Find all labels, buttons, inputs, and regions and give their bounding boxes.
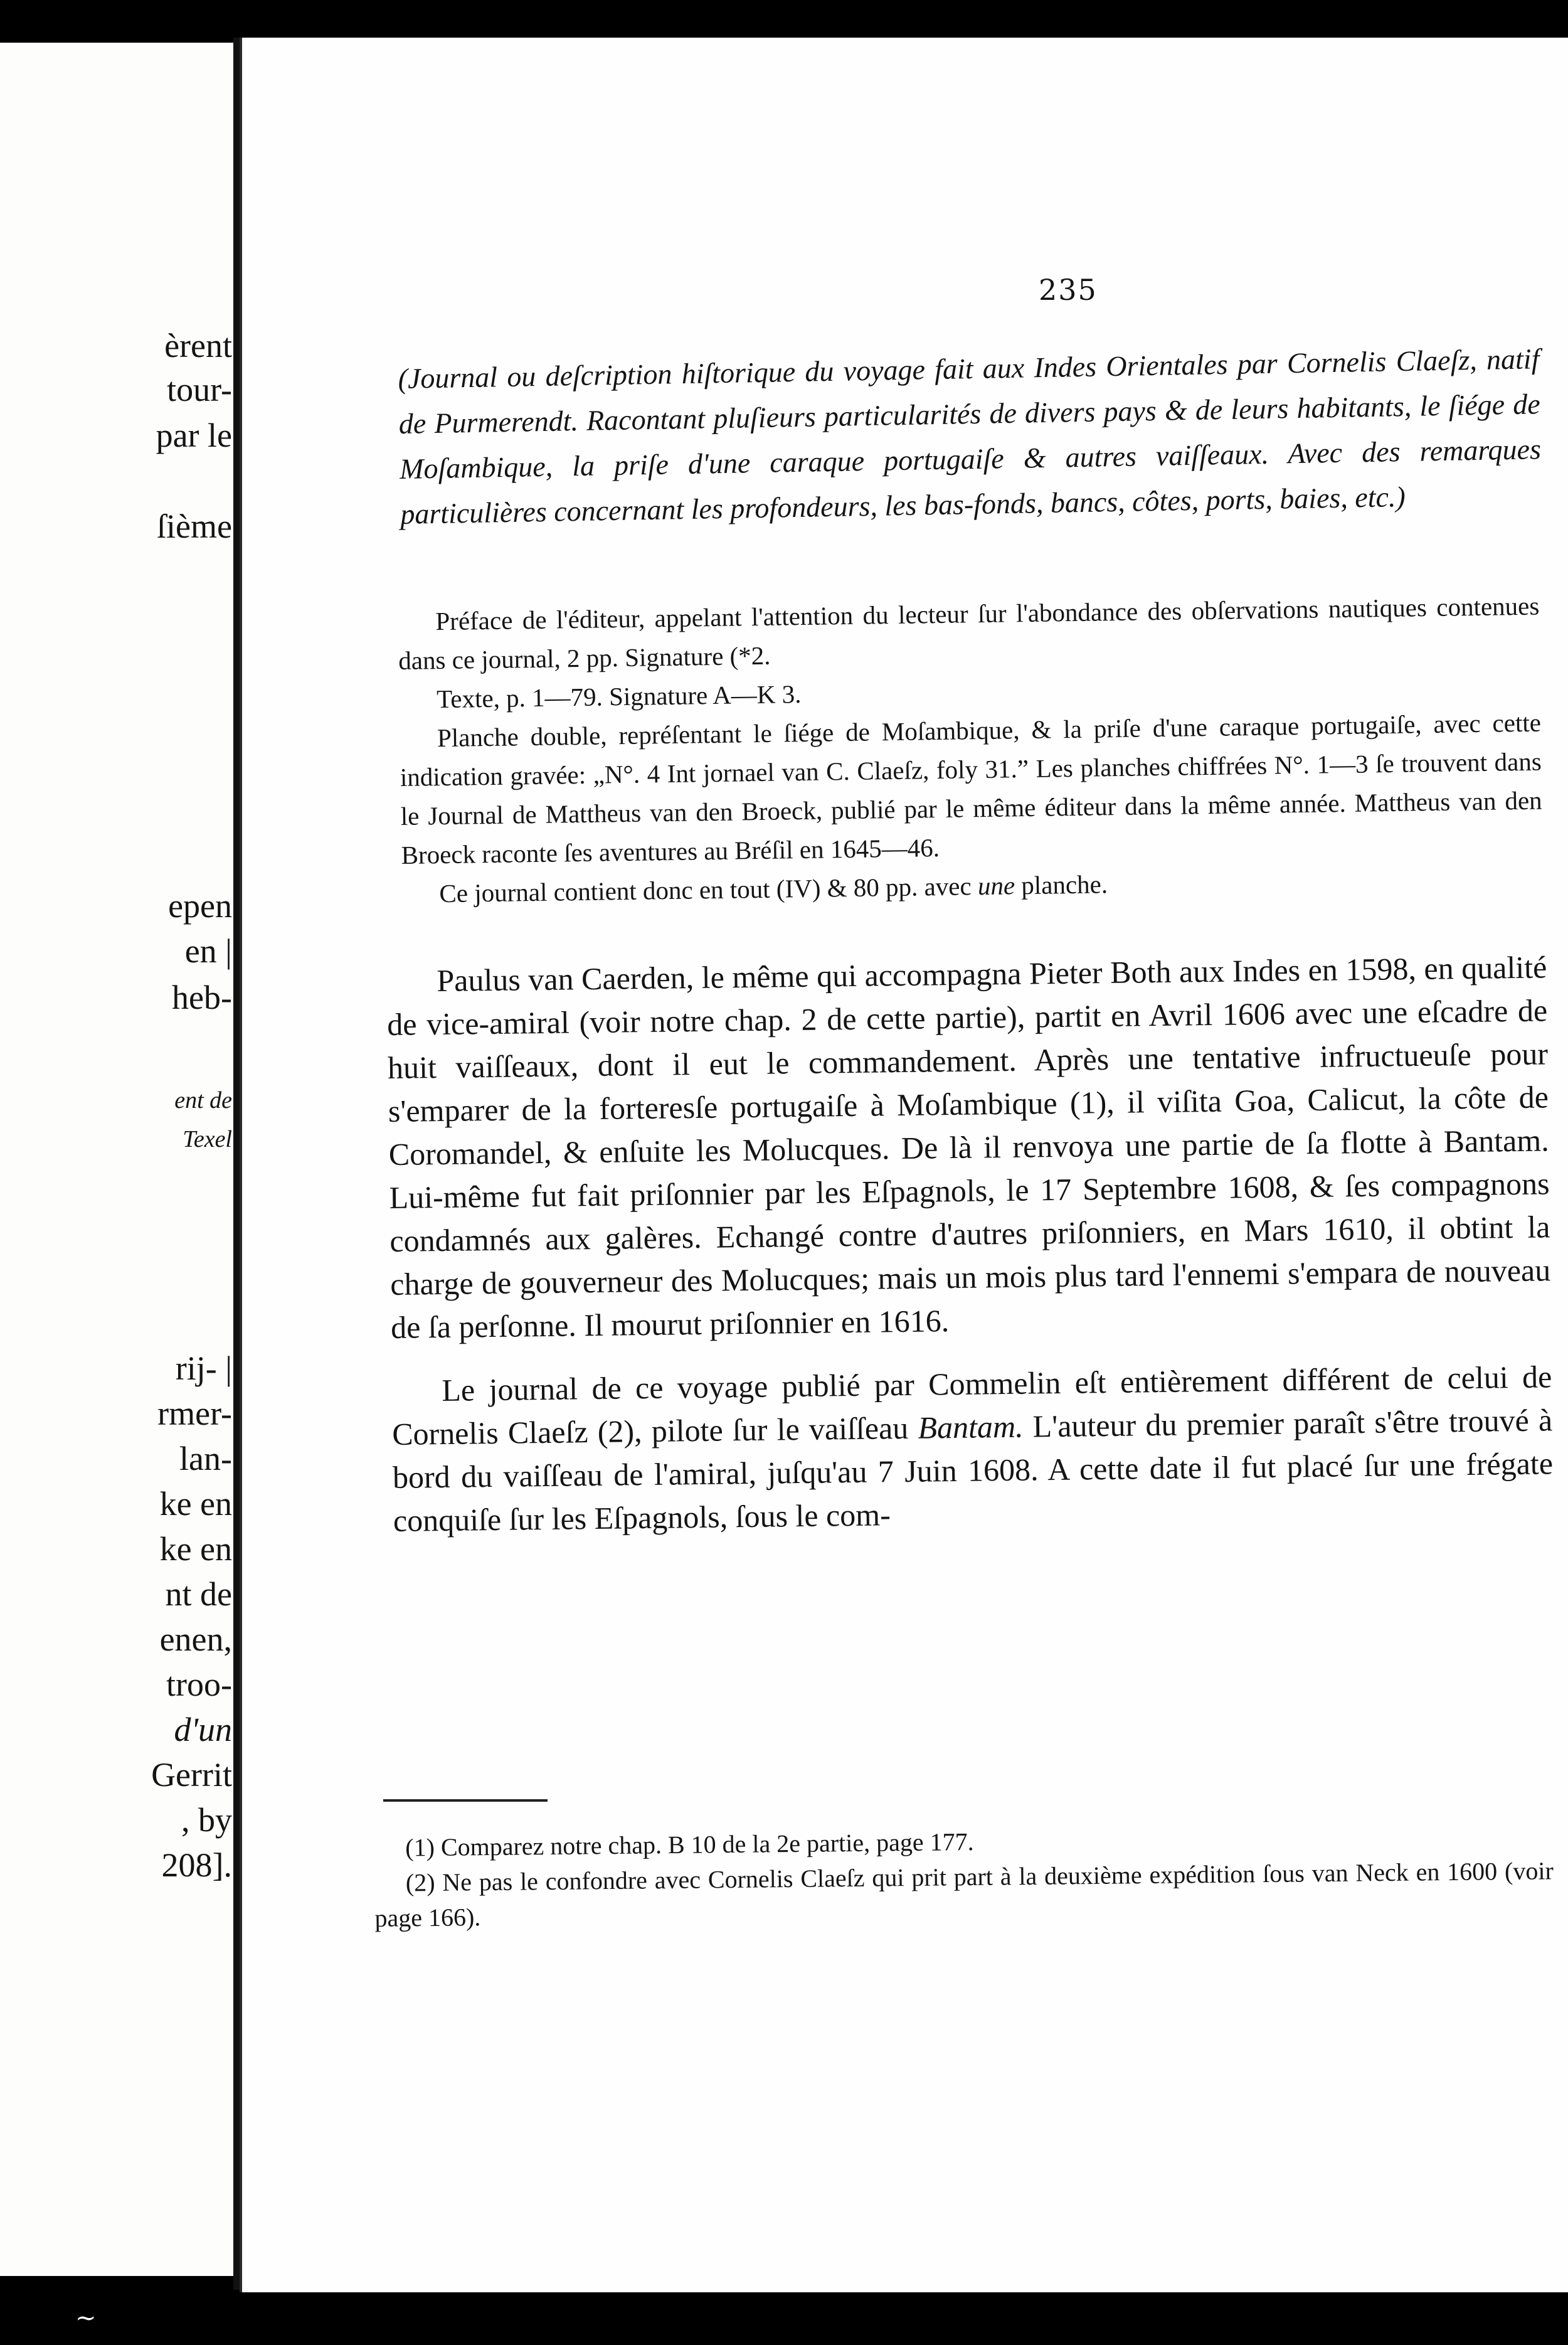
left-text-fragment: troo-: [166, 1666, 232, 1703]
left-text-fragment: d'un: [174, 1711, 232, 1748]
left-text-fragment: 208].: [161, 1846, 232, 1884]
biblio-italic-word: une: [977, 871, 1015, 901]
biblio-paragraph: Planche double, repréſentant le ſiége de Moſambique, & la priſe d'une caraque portugaiſe, avec cette indication gravée: „N°. 4 Int jornael van C. Claeſz, foly 31.” Les planches chiffrées N°. 1—3 ſe trouvent dans le Journal de Mattheus van den Broeck, publié par le même éditeur dans la même année. Mattheus van den Broeck raconte ſes aventures au Bréſil en 1645—46.: [400, 708, 1542, 869]
left-text-fragment: ke en: [159, 1485, 232, 1523]
left-text-fragment: ѐrent: [164, 327, 232, 364]
footnote-rule: [383, 1799, 548, 1802]
left-text-fragment: tour-: [167, 371, 232, 408]
left-text-fragment: Gerrit: [151, 1756, 232, 1794]
ship-name-italic: Bantam.: [918, 1408, 1024, 1445]
footnotes: [374, 1818, 1554, 1936]
left-text-fragment: enen,: [159, 1620, 232, 1658]
left-text-fragment: lan-: [179, 1440, 232, 1477]
left-text-fragment: , by: [181, 1801, 232, 1839]
left-text-fragment: ke en: [159, 1530, 232, 1568]
left-text-fragment: en |: [184, 932, 232, 970]
left-text-fragment: ſième: [157, 508, 232, 545]
body-text: [386, 945, 1554, 1563]
footnote: (1) Comparez notre chap. B 10 de la 2e partie, page 177.: [405, 1827, 974, 1862]
left-facing-page: [0, 43, 233, 2276]
book-page: [240, 38, 1568, 2292]
body-paragraph: Paulus van Caerden, le même qui accompagna Pieter Both aux Indes en 1598, en qualité de vice-amiral (voir notre chap. 2 de cette partie), partit en Avril 1606 avec une eſcadre de huit vaiſſeaux, dont il eut le commandement. Après une tentative infructueuſe pour s'emparer de la forteresſe portugaiſe à Moſambique (1), il viſita Goa, Calicut, la côte de Coromandel, & enſuite les Molucques. De là il renvoya une partie de ſa flotte à Bantam. Lui-même fut fait priſonnier par les Eſpagnols, le 17 Septembre 1608, & ſes compagnons condamnés aux galères. Echangé contre d'autres priſonniers, en Mars 1610, il obtint la charge de gouverneur des Molucques; mais un mois plus tard l'ennemi s'empara de nouveau de ſa perſonne. Il mourut priſonnier en 1616.: [386, 949, 1551, 1345]
bibliographic-description: [398, 587, 1544, 913]
left-text-fragment: par le: [156, 417, 232, 454]
body-paragraph: [391, 1355, 1554, 1543]
page-number: 235: [1039, 273, 1098, 307]
left-text-fragment: Texel: [183, 1126, 232, 1152]
footnote: (2) Ne pas le confondre avec Cornelis Claeſz qui prit part à la deuxième expédition ſous van Neck en 1600 (voir page 166).: [374, 1856, 1554, 1932]
left-text-fragment: heb-: [172, 979, 232, 1016]
book-gutter: [233, 38, 240, 2290]
left-text-fragment: ent de: [174, 1087, 232, 1114]
biblio-text: planche.: [1021, 869, 1108, 900]
left-text-fragment: rmer-: [157, 1395, 232, 1432]
left-text-fragment: nt de: [165, 1575, 232, 1613]
biblio-paragraph: Préface de l'éditeur, appelant l'attention du lecteur ſur l'abondance des obſervations nautiques contenues dans ce journal, 2 pp. Signature (*2.: [398, 591, 1540, 675]
left-text-fragment: epen: [168, 887, 232, 925]
scan-mark: ~: [75, 2304, 97, 2332]
italic-title-block: (Journal ou deſcription hiſtorique du voyage fait aux Indes Orientales par Cornelis Claeſz, natif de Purmerendt. Racontant pluſieurs particularités de divers pays & de leurs habitants, le ſiége de Moſambique, la priſe d'une caraque portugaiſe & autres vaiſſeaux. Avec des remarques particulières concernant les profondeurs, les bas-fonds, bancs, côtes, ports, baies, etc.): [398, 343, 1542, 530]
left-text-fragment: rij- |: [175, 1349, 232, 1387]
biblio-text: Ce journal contient donc en tout (IV) & 80 pp. avec: [439, 871, 972, 908]
biblio-paragraph: Texte, p. 1—79. Signature A—K 3.: [436, 679, 802, 714]
body-text-run: Le journal de ce voyage publié par Commelin eſt entièrement différent de celui de Cornelis Claeſz (2), pilote ſur le vaiſſeau: [391, 1359, 1552, 1452]
body-text-run: L'auteur du premier paraît s'être trouvé à bord du vaiſſeau de l'amiral, juſqu'au 7 Juin 1608. A cette date il fut placé ſur une frégate conquiſe ſur les Eſpagnols, ſous le com-: [392, 1402, 1554, 1538]
